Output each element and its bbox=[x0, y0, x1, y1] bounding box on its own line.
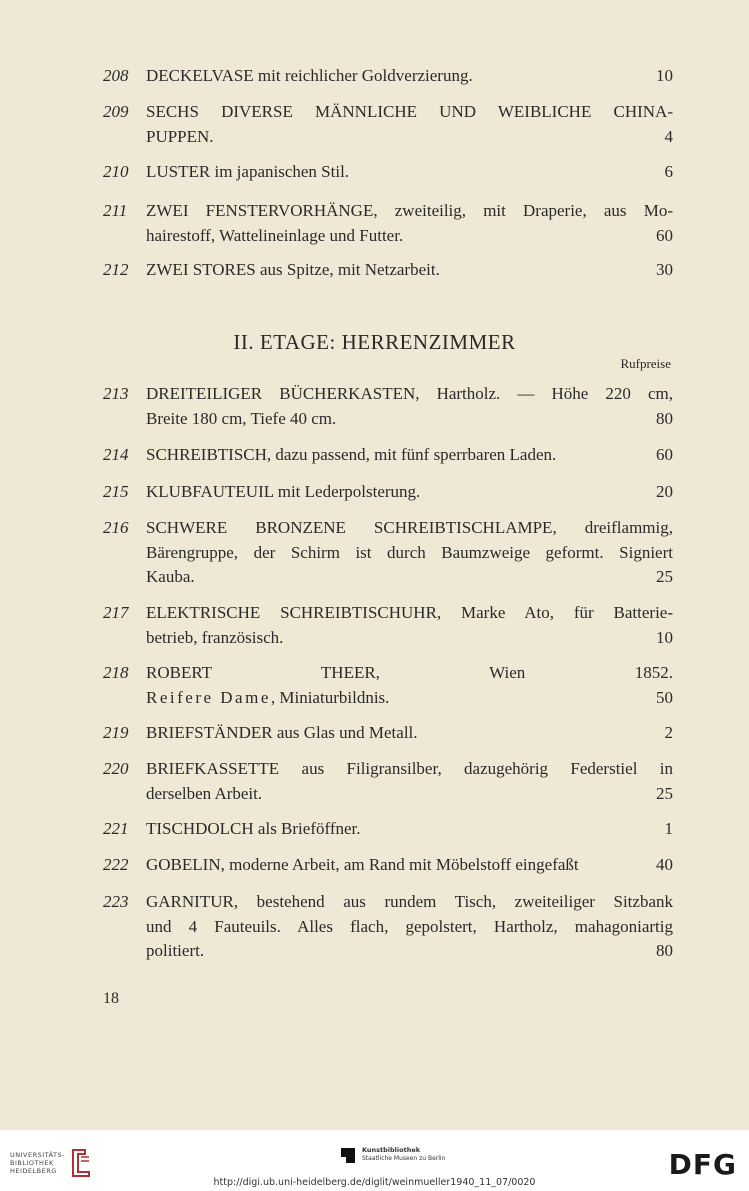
lot-number: 220 bbox=[103, 759, 129, 778]
description-line bbox=[146, 125, 673, 150]
lot-price: 80 bbox=[656, 941, 673, 960]
kunstbibliothek-icon bbox=[340, 1147, 356, 1163]
lot-description bbox=[146, 480, 673, 505]
description-line bbox=[146, 443, 673, 468]
lot-price: 2 bbox=[664, 723, 673, 742]
line-text: Reifere Dame, Miniaturbildnis. bbox=[146, 687, 390, 707]
line-text: DECKELVASE mit reichlicher Goldverzierung. bbox=[146, 66, 473, 85]
catalogue-entry bbox=[103, 382, 673, 431]
description-line bbox=[146, 64, 673, 89]
description-line bbox=[146, 541, 673, 566]
kunstbibliothek-logo bbox=[340, 1146, 445, 1163]
lot-number: 215 bbox=[103, 482, 129, 501]
description-line bbox=[146, 258, 673, 283]
lot-description bbox=[146, 100, 673, 149]
section-title: II. ETAGE: HERRENZIMMER bbox=[233, 330, 516, 354]
lot-number: 221 bbox=[103, 819, 129, 838]
footer bbox=[0, 1130, 749, 1191]
lot-description bbox=[146, 817, 673, 842]
lot-price: 10 bbox=[656, 66, 673, 85]
lot-number: 218 bbox=[103, 663, 129, 682]
description-line bbox=[146, 160, 673, 185]
lot-number: 209 bbox=[103, 102, 129, 121]
description-line bbox=[146, 199, 673, 224]
description-line bbox=[146, 407, 673, 432]
lot-price: 30 bbox=[656, 260, 673, 279]
line-text: BRIEFKASSETTE aus Filigransilber, dazugehörig Federstiel in bbox=[146, 759, 673, 778]
description-line bbox=[146, 100, 673, 125]
lot-description bbox=[146, 382, 673, 431]
lot-description bbox=[146, 757, 673, 806]
catalogue-entry bbox=[103, 100, 673, 149]
university-seal-icon bbox=[69, 1148, 93, 1178]
description-line bbox=[146, 224, 673, 249]
line-text: KLUBFAUTEUIL mit Lederpolsterung. bbox=[146, 482, 421, 501]
description-line bbox=[146, 480, 673, 505]
catalogue-entry bbox=[103, 199, 673, 248]
lot-number: 222 bbox=[103, 855, 129, 874]
catalogue-entry bbox=[103, 516, 673, 590]
price-column-label: Rufpreise bbox=[620, 356, 671, 371]
lot-number: 210 bbox=[103, 162, 129, 181]
lot-price: 25 bbox=[656, 567, 673, 586]
line-text: TISCHDOLCH als Brieföffner. bbox=[146, 819, 361, 838]
description-line bbox=[146, 565, 673, 590]
description-line bbox=[146, 626, 673, 651]
description-line bbox=[146, 890, 673, 915]
catalogue-entry bbox=[103, 258, 673, 283]
description-line bbox=[146, 686, 673, 711]
lot-description bbox=[146, 443, 673, 468]
line-text: und 4 Fauteuils. Alles flach, gepolstert, Hartholz, mahagoniartig bbox=[146, 916, 673, 936]
catalogue-entry bbox=[103, 601, 673, 650]
line-text: Kauba. bbox=[146, 567, 195, 586]
lot-description bbox=[146, 258, 673, 283]
lot-number: 219 bbox=[103, 723, 129, 742]
lot-description bbox=[146, 890, 673, 964]
university-name: UNIVERSITÄTS- BIBLIOTHEK HEIDELBERG bbox=[10, 1151, 65, 1175]
line-text: betrieb, französisch. bbox=[146, 627, 284, 647]
catalogue-entry bbox=[103, 480, 673, 505]
line-text: SCHREIBTISCH, dazu passend, mit fünf sperrbaren Laden. bbox=[146, 445, 557, 464]
lot-price: 6 bbox=[664, 162, 673, 181]
description-line bbox=[146, 661, 673, 686]
lot-number: 213 bbox=[103, 384, 129, 403]
lot-price: 20 bbox=[656, 482, 673, 501]
lot-number: 211 bbox=[103, 201, 128, 220]
catalogue-entry bbox=[103, 443, 673, 468]
line-text: hairestoff, Wattelineinlage und Futter. bbox=[146, 225, 404, 245]
line-text: ELEKTRISCHE SCHREIBTISCHUHR, Marke Ato, für Batterie- bbox=[146, 603, 673, 622]
description-line bbox=[146, 817, 673, 842]
line-text: LUSTER im japanischen Stil. bbox=[146, 162, 350, 181]
description-line bbox=[146, 853, 673, 878]
dfg-logo: DFG bbox=[668, 1148, 737, 1181]
lot-description bbox=[146, 64, 673, 89]
line-text: DREITEILIGER BÜCHERKASTEN, Hartholz. — Höhe 220 cm, bbox=[146, 384, 673, 403]
line-text: derselben Arbeit. bbox=[146, 783, 263, 803]
catalogue-entry bbox=[103, 853, 673, 878]
line-text: Bärengruppe, der Schirm ist durch Baumzweige geformt. Signiert bbox=[146, 542, 673, 562]
catalogue-entry bbox=[103, 64, 673, 89]
lot-description bbox=[146, 853, 673, 878]
description-line bbox=[146, 516, 673, 541]
line-text: politiert. bbox=[146, 941, 205, 960]
catalogue-entry bbox=[103, 757, 673, 806]
lot-description bbox=[146, 199, 673, 248]
lot-description bbox=[146, 601, 673, 650]
line-text: GARNITUR, bestehend aus rundem Tisch, zweiteiliger Sitzbank bbox=[146, 892, 673, 911]
lot-price: 60 bbox=[656, 225, 673, 245]
lot-number: 212 bbox=[103, 260, 129, 279]
library-name: Kunstbibliothek bbox=[362, 1146, 421, 1154]
lot-price: 80 bbox=[656, 408, 673, 428]
lot-description bbox=[146, 721, 673, 746]
lot-price: 60 bbox=[656, 445, 673, 464]
catalogue-entry bbox=[103, 160, 673, 185]
catalogue-entry bbox=[103, 817, 673, 842]
lot-number: 216 bbox=[103, 518, 129, 537]
university-logo bbox=[10, 1148, 93, 1178]
line-text: PUPPEN. bbox=[146, 126, 214, 146]
description-line bbox=[146, 939, 673, 964]
lot-price: 25 bbox=[656, 783, 673, 803]
page-number: 18 bbox=[103, 990, 119, 1007]
description-line bbox=[146, 782, 673, 807]
source-url[interactable]: http://digi.ub.uni-heidelberg.de/diglit/weinmueller1940_11_07/0020 bbox=[213, 1177, 536, 1188]
lot-description bbox=[146, 160, 673, 185]
description-line bbox=[146, 601, 673, 626]
line-text: GOBELIN, moderne Arbeit, am Rand mit Möbelstoff eingefaßt bbox=[146, 855, 579, 874]
line-text: SCHWERE BRONZENE SCHREIBTISCHLAMPE, dreiflammig, bbox=[146, 518, 673, 537]
lot-description bbox=[146, 661, 673, 710]
lot-price: 1 bbox=[664, 819, 673, 838]
line-text: SECHS DIVERSE MÄNNLICHE UND WEIBLICHE CHINA- bbox=[146, 102, 673, 121]
lot-price: 10 bbox=[656, 627, 673, 647]
lot-number: 214 bbox=[103, 445, 129, 464]
lot-number: 208 bbox=[103, 66, 129, 85]
description-line bbox=[146, 382, 673, 407]
library-subtitle: Staatliche Museen zu Berlin bbox=[362, 1155, 446, 1162]
lot-number: 223 bbox=[103, 892, 129, 911]
catalogue-entry bbox=[103, 721, 673, 746]
description-line bbox=[146, 721, 673, 746]
description-line bbox=[146, 757, 673, 782]
lot-number: 217 bbox=[103, 603, 129, 622]
line-text: ZWEI STORES aus Spitze, mit Netzarbeit. bbox=[146, 260, 440, 279]
description-line bbox=[146, 915, 673, 940]
line-text: BRIEFSTÄNDER aus Glas und Metall. bbox=[146, 723, 418, 742]
catalogue-entry bbox=[103, 661, 673, 710]
line-text: ZWEI FENSTERVORHÄNGE, zweiteilig, mit Draperie, aus Mo- bbox=[146, 201, 673, 220]
line-text: Breite 180 cm, Tiefe 40 cm. bbox=[146, 408, 337, 428]
lot-price: 4 bbox=[664, 126, 673, 146]
lot-price: 50 bbox=[656, 687, 673, 707]
lot-price: 40 bbox=[656, 855, 673, 874]
lot-description bbox=[146, 516, 673, 590]
catalogue-entry bbox=[103, 890, 673, 964]
line-text: ROBERT THEER, Wien 1852. bbox=[146, 663, 673, 682]
